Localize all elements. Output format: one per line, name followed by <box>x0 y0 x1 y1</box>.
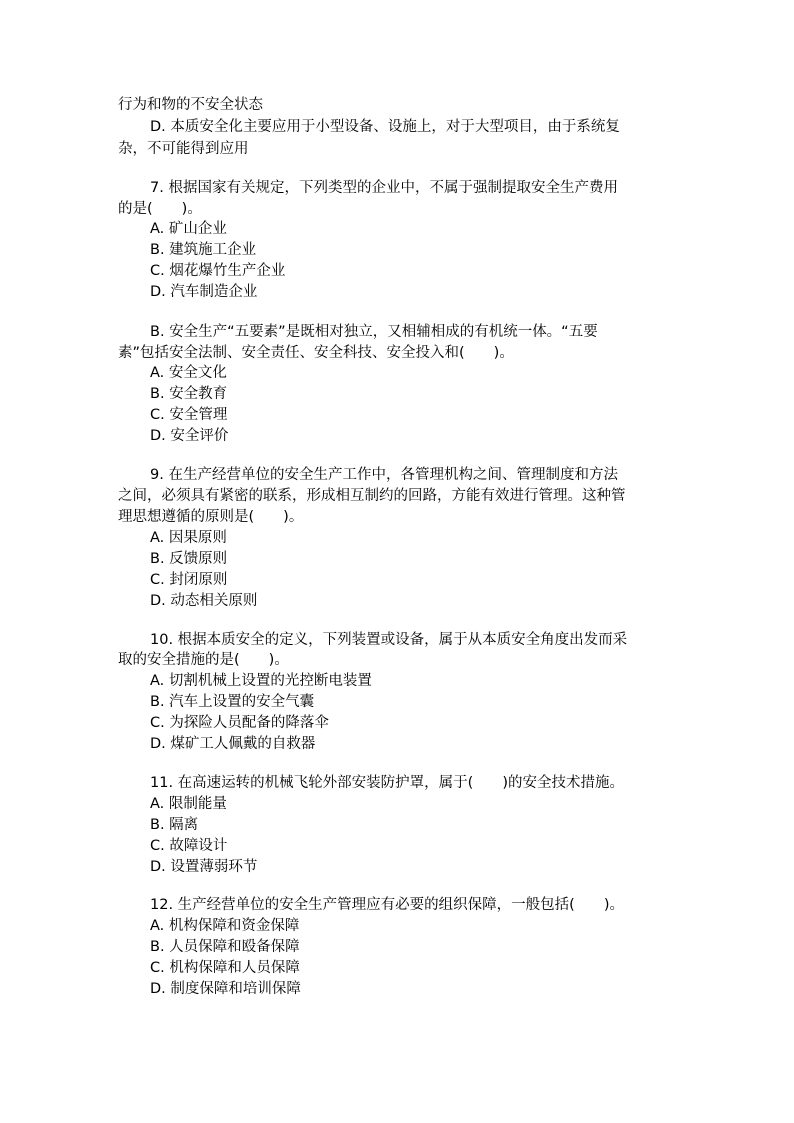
question-8-option-b: B. 安全教育 <box>150 386 228 402</box>
question-11-option-c: C. 故障设计 <box>150 838 228 854</box>
question-9-stem: 9. 在生产经营单位的安全生产工作中，各管理机构之间、管理制度和方法 <box>150 467 618 483</box>
question-12-option-c: C. 机构保障和人员保障 <box>150 960 300 976</box>
question-8-option-a: A. 安全文化 <box>150 365 227 381</box>
question-8-stem-cont: 素”包括安全法制、安全责任、安全科技、安全投入和( )。 <box>118 345 514 361</box>
option-d-text-cont: 杂，不可能得到应用 <box>118 141 249 157</box>
question-10-option-b: B. 汽车上设置的安全气囊 <box>150 694 315 710</box>
question-12-option-b: B. 人员保障和殴备保障 <box>150 939 300 955</box>
question-12-option-d: D. 制度保障和培训保障 <box>150 981 301 997</box>
question-10-option-a: A. 切割机械上设置的光控断电装置 <box>150 673 372 689</box>
option-d-text: D. 本质安全化主要应用于小型设备、设施上，对于大型项目，由于系统复 <box>150 119 620 135</box>
question-10-stem: 10. 根据本质安全的定义，下列装置或设备，属于从本质安全角度出发而采 <box>150 632 628 648</box>
question-10-stem-cont: 取的安全措施的是( )。 <box>118 652 289 668</box>
question-7-stem: 7. 根据国家有关规定，下列类型的企业中，不属于强制提取安全生产费用 <box>150 180 618 196</box>
question-9-stem-cont2: 理思想遵循的原则是( )。 <box>118 509 304 525</box>
question-9-option-c: C. 封闭原则 <box>150 572 228 588</box>
question-11-option-a: A. 限制能量 <box>150 796 227 812</box>
question-10-option-d: D. 煤矿工人佩戴的自救器 <box>150 736 316 752</box>
question-9-stem-cont: 之间，必须具有紧密的联系，形成相互制约的回路，方能有效进行管理。这种管 <box>118 488 626 504</box>
question-7-stem-cont: 的是( )。 <box>118 201 202 217</box>
question-11-option-d: D. 设置薄弱环节 <box>150 859 258 875</box>
question-9-option-b: B. 反馈原则 <box>150 551 228 567</box>
question-8-stem: B. 安全生产“五要素”是既相对独立，又相辅相成的有机统一体。“五要 <box>150 324 598 340</box>
question-8-option-c: C. 安全管理 <box>150 407 228 423</box>
question-12-stem: 12. 生产经营单位的安全生产管理应有必要的组织保障，一般包括( )。 <box>150 897 624 913</box>
intro-text: 行为和物的不安全状态 <box>118 97 263 113</box>
question-9-option-a: A. 因果原则 <box>150 530 227 546</box>
question-7-option-c: C. 烟花爆竹生产企业 <box>150 263 286 279</box>
question-9-option-d: D. 动态相关原则 <box>150 593 258 609</box>
question-10-option-c: C. 为探险人员配备的降落伞 <box>150 715 329 731</box>
question-8-option-d: D. 安全评价 <box>150 428 229 444</box>
question-11-stem: 11. 在高速运转的机械飞轮外部安装防护罩，属于( )的安全技术措施。 <box>150 775 624 791</box>
question-7-option-b: B. 建筑施工企业 <box>150 242 257 258</box>
question-11-option-b: B. 隔离 <box>150 817 199 833</box>
question-7-option-d: D. 汽车制造企业 <box>150 284 258 300</box>
question-12-option-a: A. 机构保障和资金保障 <box>150 918 300 934</box>
question-7-option-a: A. 矿山企业 <box>150 221 227 237</box>
